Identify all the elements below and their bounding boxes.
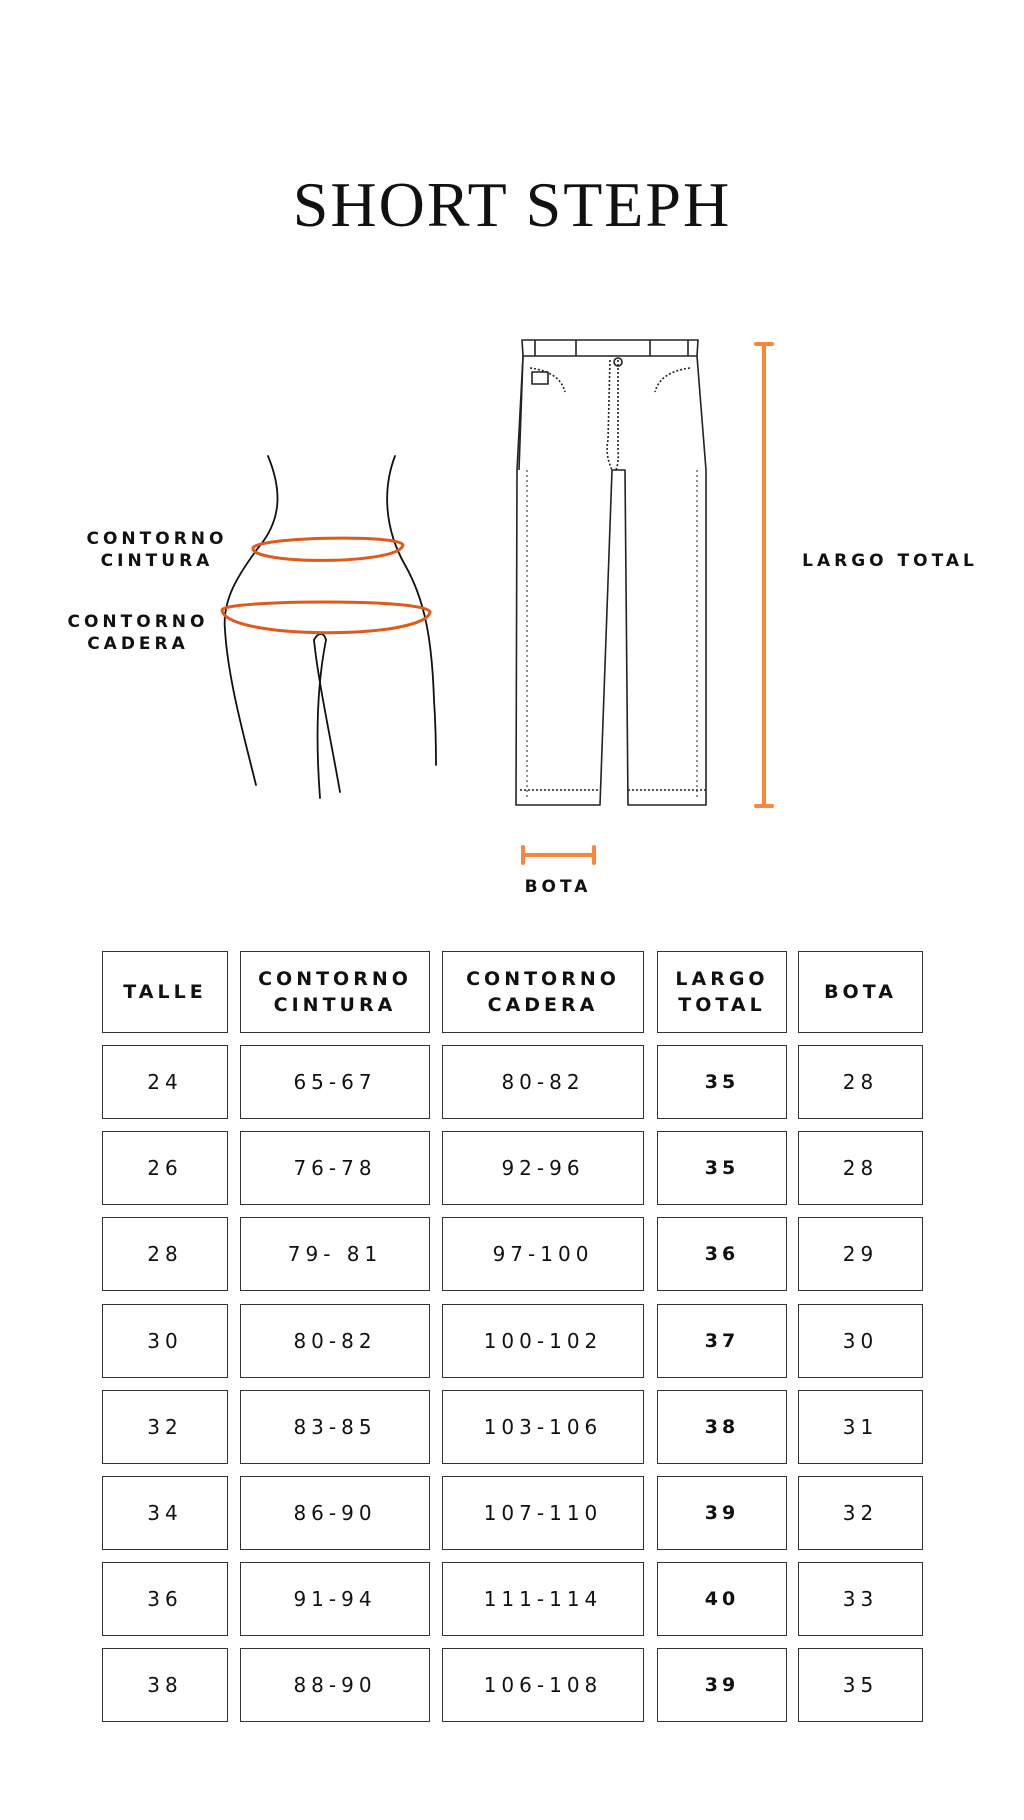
table-cell-hem: 35 bbox=[798, 1648, 923, 1722]
table-cell-total-length: 37 bbox=[657, 1304, 787, 1378]
table-header-hip bbox=[442, 951, 644, 1033]
waist-label bbox=[82, 528, 232, 572]
table-cell-total-length: 39 bbox=[657, 1476, 787, 1550]
table-cell-hip: 100-102 bbox=[442, 1304, 644, 1378]
table-cell-hip: 97-100 bbox=[442, 1217, 644, 1291]
hip-label bbox=[63, 611, 213, 655]
table-cell-hip: 92-96 bbox=[442, 1131, 644, 1205]
table-cell-hip: 103-106 bbox=[442, 1390, 644, 1464]
header-text: LARGO bbox=[675, 968, 769, 990]
table-cell-waist: 80-82 bbox=[240, 1304, 430, 1378]
table-header-waist bbox=[240, 951, 430, 1033]
table-cell-hem: 31 bbox=[798, 1390, 923, 1464]
table-cell-total-length: 35 bbox=[657, 1045, 787, 1119]
table-header-size bbox=[102, 951, 228, 1033]
table-cell-size: 30 bbox=[102, 1304, 228, 1378]
table-cell-size: 36 bbox=[102, 1562, 228, 1636]
table-header-total-length bbox=[657, 951, 787, 1033]
table-cell-hem: 33 bbox=[798, 1562, 923, 1636]
total-length-label bbox=[800, 550, 980, 572]
header-text: TALLE bbox=[123, 981, 207, 1003]
hem-ruler-icon bbox=[523, 847, 594, 863]
waist-measure-loop bbox=[253, 538, 403, 560]
table-cell-hip: 106-108 bbox=[442, 1648, 644, 1722]
table-cell-waist: 79- 81 bbox=[240, 1217, 430, 1291]
table-cell-total-length: 39 bbox=[657, 1648, 787, 1722]
table-cell-total-length: 40 bbox=[657, 1562, 787, 1636]
waist-label-line1: CONTORNO bbox=[86, 529, 228, 549]
table-cell-hip: 80-82 bbox=[442, 1045, 644, 1119]
table-cell-size: 38 bbox=[102, 1648, 228, 1722]
waist-label-line2: CINTURA bbox=[100, 551, 214, 571]
table-cell-total-length: 35 bbox=[657, 1131, 787, 1205]
table-cell-size: 26 bbox=[102, 1131, 228, 1205]
table-cell-hip: 111-114 bbox=[442, 1562, 644, 1636]
table-cell-waist: 76-78 bbox=[240, 1131, 430, 1205]
length-ruler-icon bbox=[756, 344, 772, 806]
hem-label bbox=[508, 876, 608, 898]
table-cell-waist: 88-90 bbox=[240, 1648, 430, 1722]
table-cell-hem: 28 bbox=[798, 1045, 923, 1119]
header-text: CONTORNO bbox=[258, 968, 412, 990]
hem-label-text: BOTA bbox=[524, 877, 592, 897]
hip-label-line2: CADERA bbox=[87, 634, 189, 654]
table-cell-hem: 32 bbox=[798, 1476, 923, 1550]
header-text: CINTURA bbox=[273, 994, 397, 1016]
jeans-figure bbox=[516, 340, 706, 805]
table-cell-hip: 107-110 bbox=[442, 1476, 644, 1550]
hip-label-line1: CONTORNO bbox=[67, 612, 209, 632]
table-cell-size: 28 bbox=[102, 1217, 228, 1291]
table-header-hem bbox=[798, 951, 923, 1033]
page-title: SHORT STEPH bbox=[292, 169, 732, 240]
table-cell-size: 34 bbox=[102, 1476, 228, 1550]
table-cell-hem: 29 bbox=[798, 1217, 923, 1291]
table-cell-total-length: 38 bbox=[657, 1390, 787, 1464]
header-text: BOTA bbox=[824, 981, 897, 1003]
table-cell-hem: 30 bbox=[798, 1304, 923, 1378]
header-text: CADERA bbox=[487, 994, 599, 1016]
table-cell-waist: 86-90 bbox=[240, 1476, 430, 1550]
table-cell-waist: 83-85 bbox=[240, 1390, 430, 1464]
total-length-label-text: LARGO TOTAL bbox=[802, 551, 978, 571]
header-text: CONTORNO bbox=[466, 968, 620, 990]
table-cell-size: 32 bbox=[102, 1390, 228, 1464]
table-cell-hem: 28 bbox=[798, 1131, 923, 1205]
header-text: TOTAL bbox=[678, 994, 766, 1016]
table-cell-waist: 91-94 bbox=[240, 1562, 430, 1636]
table-cell-size: 24 bbox=[102, 1045, 228, 1119]
table-cell-total-length: 36 bbox=[657, 1217, 787, 1291]
table-cell-waist: 65-67 bbox=[240, 1045, 430, 1119]
hip-measure-loop bbox=[222, 602, 430, 633]
